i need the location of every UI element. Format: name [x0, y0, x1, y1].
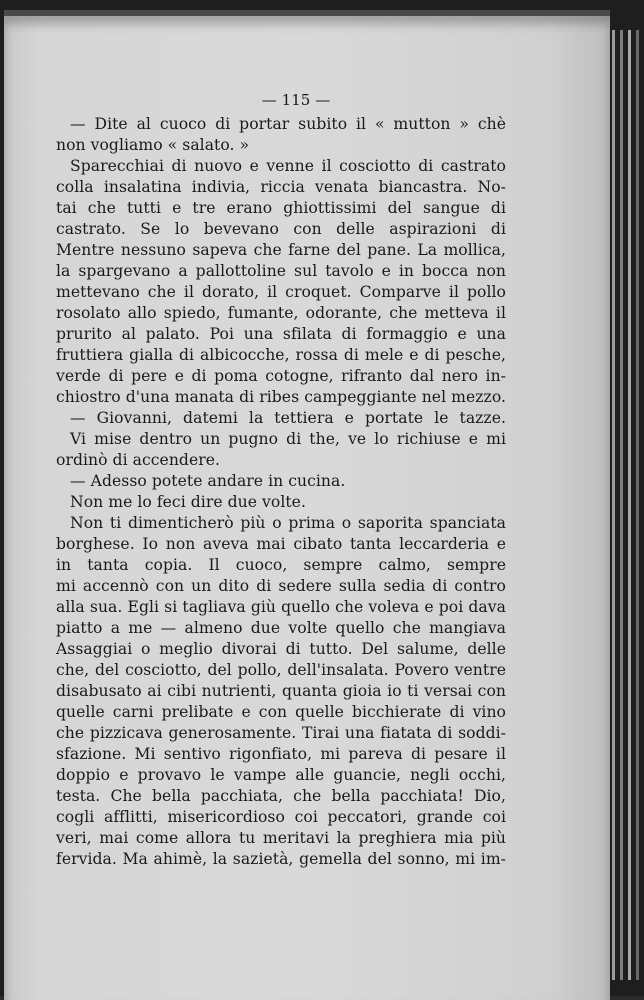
page-edge	[620, 30, 623, 980]
page-number: — 115 —	[261, 91, 331, 109]
text-line: che, del cosciotto, del pollo, dell'insalata. Povero ventre	[56, 661, 506, 679]
text-line: mi accennò con un dito di sedere sulla sedia di contro	[56, 577, 506, 595]
text-line: tai che tutti e tre erano ghiottissimi del sangue di	[56, 199, 506, 217]
text-line: ordinò di accendere.	[56, 451, 221, 469]
text-line: prurito al palato. Poi una sfilata di formaggio e una	[56, 325, 506, 343]
text-line: Sparecchiai di nuovo e venne il cosciotto di castrato	[70, 157, 506, 175]
text-line: veri, mai come allora tu meritavi la preghiera mia più	[56, 829, 506, 847]
page-edge	[636, 30, 639, 980]
text-line: quelle carni prelibate e con quelle bicchierate di vino	[56, 703, 506, 721]
page-body	[56, 86, 506, 870]
text-line: rosolato allo spiedo, fumante, odorante, che metteva il	[56, 304, 506, 322]
text-line: testa. Che bella pacchiata, che bella pacchiata! Dio,	[56, 787, 506, 805]
text-line: Vi mise dentro un pugno di the, ve lo richiuse e mi	[70, 430, 506, 448]
text-line: — Giovanni, datemi la tettiera e portate le tazze.	[70, 409, 506, 427]
book-page	[4, 10, 610, 1000]
text-line: borghese. Io non aveva mai cibato tanta leccarderia e	[56, 535, 506, 553]
text-line: che pizzicava generosamente. Tirai una fiatata di soddi-	[56, 724, 506, 742]
text-line: verde di pere e di poma cotogne, rifranto dal nero in-	[56, 367, 506, 385]
text-line: mettevano che il dorato, il croquet. Comparve il pollo	[56, 283, 506, 301]
text-line: Non ti dimenticherò più o prima o saporita spanciata	[70, 514, 506, 532]
text-lines	[56, 114, 506, 870]
text-line: la spargevano a pallottoline sul tavolo e in bocca non	[56, 262, 506, 280]
text-line: cogli afflitti, misericordioso coi peccatori, grande coi	[56, 808, 506, 826]
text-line: Mentre nessuno sapeva che farne del pane. La mollica,	[56, 241, 506, 259]
page-edge	[612, 30, 615, 980]
text-line: sfazione. Mi sentivo rigonfiato, mi pareva di pesare il	[56, 745, 506, 763]
text-line: fervida. Ma ahimè, la sazietà, gemella del sonno, mi im-	[56, 850, 506, 868]
text-line: non vogliamo « salato. »	[56, 136, 250, 154]
text-line: chiostro d'una manata di ribes campeggiante nel mezzo.	[56, 388, 506, 406]
text-line: colla insalatina indivia, riccia venata biancastra. No-	[56, 178, 506, 196]
text-line: Non me lo feci dire due volte.	[70, 493, 306, 511]
text-line: Assaggiai o meglio divorai di tutto. Del salume, delle	[56, 640, 506, 658]
text-line: alla sua. Egli si tagliava giù quello che voleva e poi dava	[56, 598, 506, 616]
text-line: — Dite al cuoco di portar subito il « mutton » chè	[70, 115, 506, 133]
text-line: piatto a me — almeno due volte quello che mangiava	[56, 619, 506, 637]
page-edge	[628, 30, 631, 980]
text-line: — Adesso potete andare in cucina.	[70, 472, 346, 490]
text-line: fruttiera gialla di albicocche, rossa di mele e di pesche,	[56, 346, 506, 364]
text-line: disabusato ai cibi nutrienti, quanta gioia io ti versai con	[56, 682, 506, 700]
text-line: doppio e provavo le vampe alle guancie, negli occhi,	[56, 766, 506, 784]
text-line: castrato. Se lo bevevano con delle aspirazioni di	[56, 220, 506, 238]
text-line: in tanta copia. Il cuoco, sempre calmo, sempre	[56, 556, 506, 574]
